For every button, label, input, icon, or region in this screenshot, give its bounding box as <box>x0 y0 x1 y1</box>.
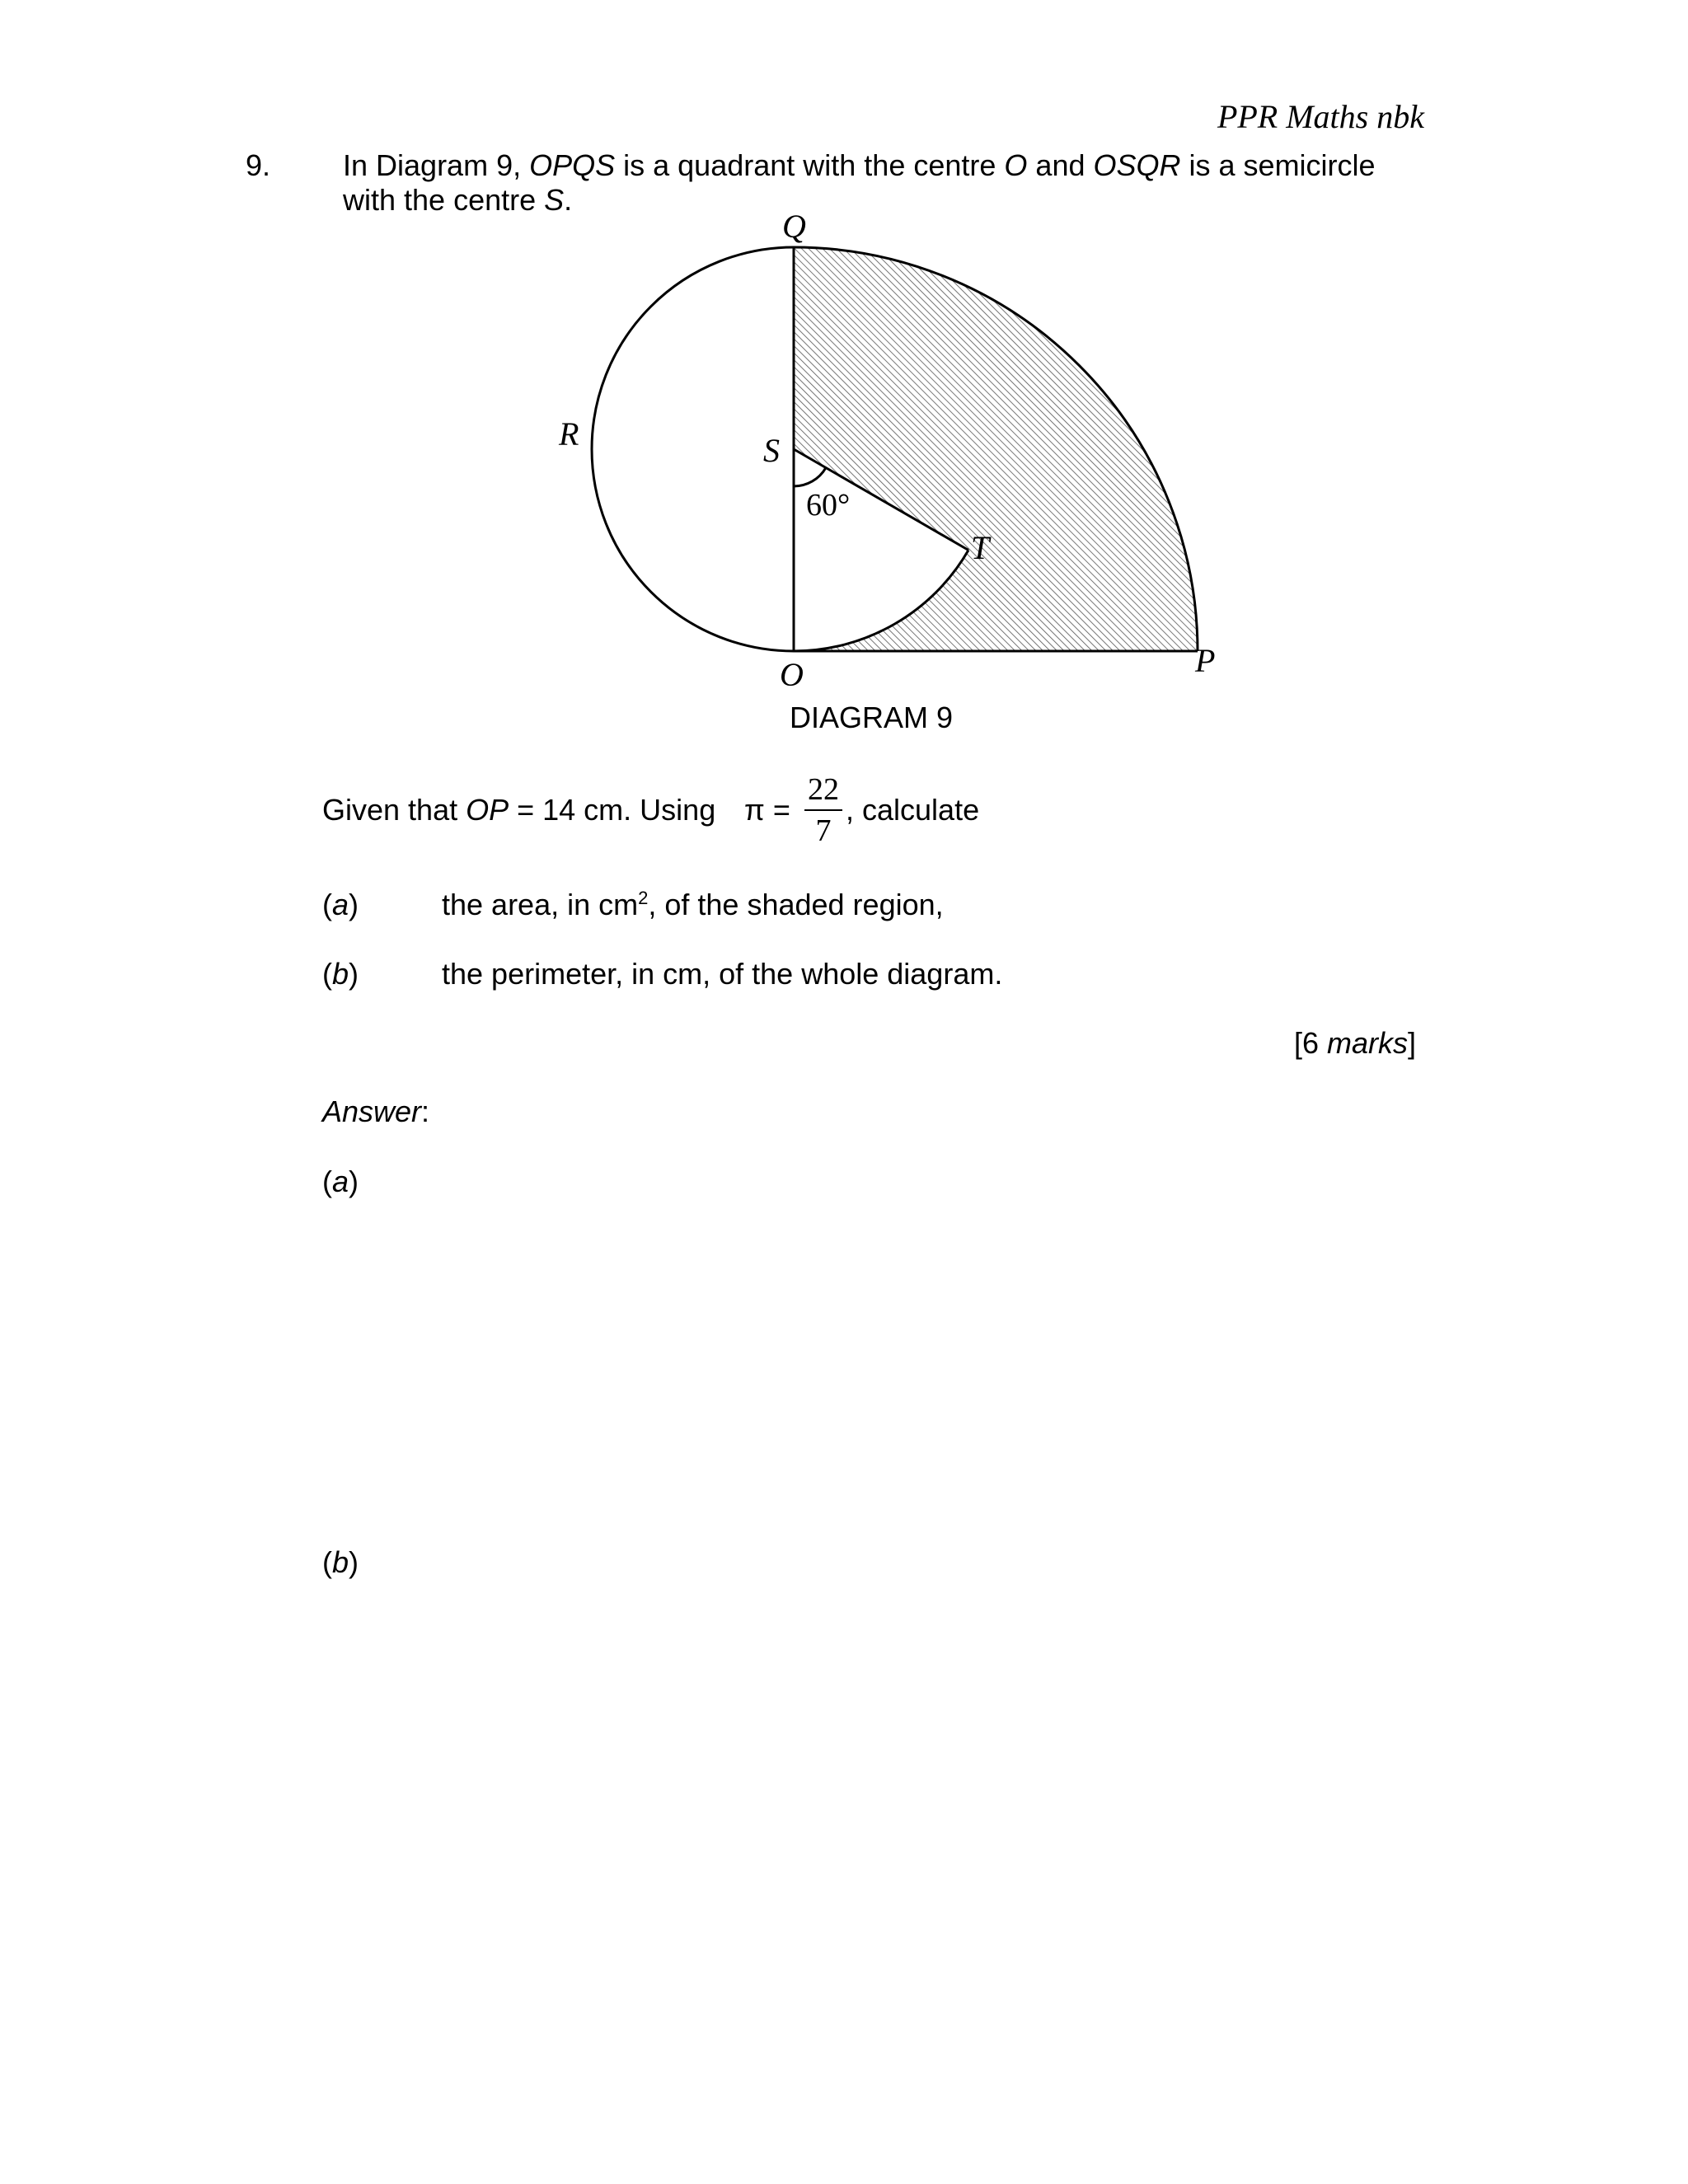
label-s: S <box>763 432 780 469</box>
part-b-text: the perimeter, in cm, of the whole diagram. <box>442 957 1003 991</box>
label-t: T <box>971 529 990 566</box>
label-r: R <box>559 415 579 452</box>
part-b-label: (b) <box>322 957 359 991</box>
angle-mark <box>794 468 826 487</box>
question-text-line2: with the centre S. <box>343 183 573 217</box>
fraction-numerator: 22 <box>808 772 839 807</box>
label-p: P <box>1195 642 1216 679</box>
label-angle: 60° <box>806 488 851 523</box>
diagram-caption: DIAGRAM 9 <box>790 701 954 734</box>
part-a-text: the area, in $cm^2$, of the shaded region, <box>442 888 944 921</box>
calculate-text: , calculate <box>846 793 980 827</box>
label-o: O <box>780 656 804 692</box>
pi-label: π = <box>744 793 790 827</box>
question-text-line1: In Diagram 9, OPQS is a quadrant with the centre O and OSQR is a semicircle <box>343 148 1376 182</box>
shaded-region <box>794 247 1198 651</box>
question-number: 9. <box>246 148 271 182</box>
page-header: PPR Maths nbk <box>1217 98 1424 135</box>
answer-label: Answer: <box>322 1094 430 1128</box>
pi-fraction <box>804 771 842 849</box>
fraction-denominator: 7 <box>815 813 832 848</box>
answer-part-b: (b) <box>322 1545 359 1579</box>
answer-part-a: (a) <box>322 1165 359 1198</box>
given-text: Given that OP = 14 cm. Using <box>322 793 716 827</box>
fraction-bar <box>804 809 842 811</box>
label-q: Q <box>782 208 806 245</box>
marks: [6 marks] <box>1293 1026 1416 1060</box>
diagram-9 <box>511 206 1253 692</box>
part-a-label: (a) <box>322 888 359 921</box>
